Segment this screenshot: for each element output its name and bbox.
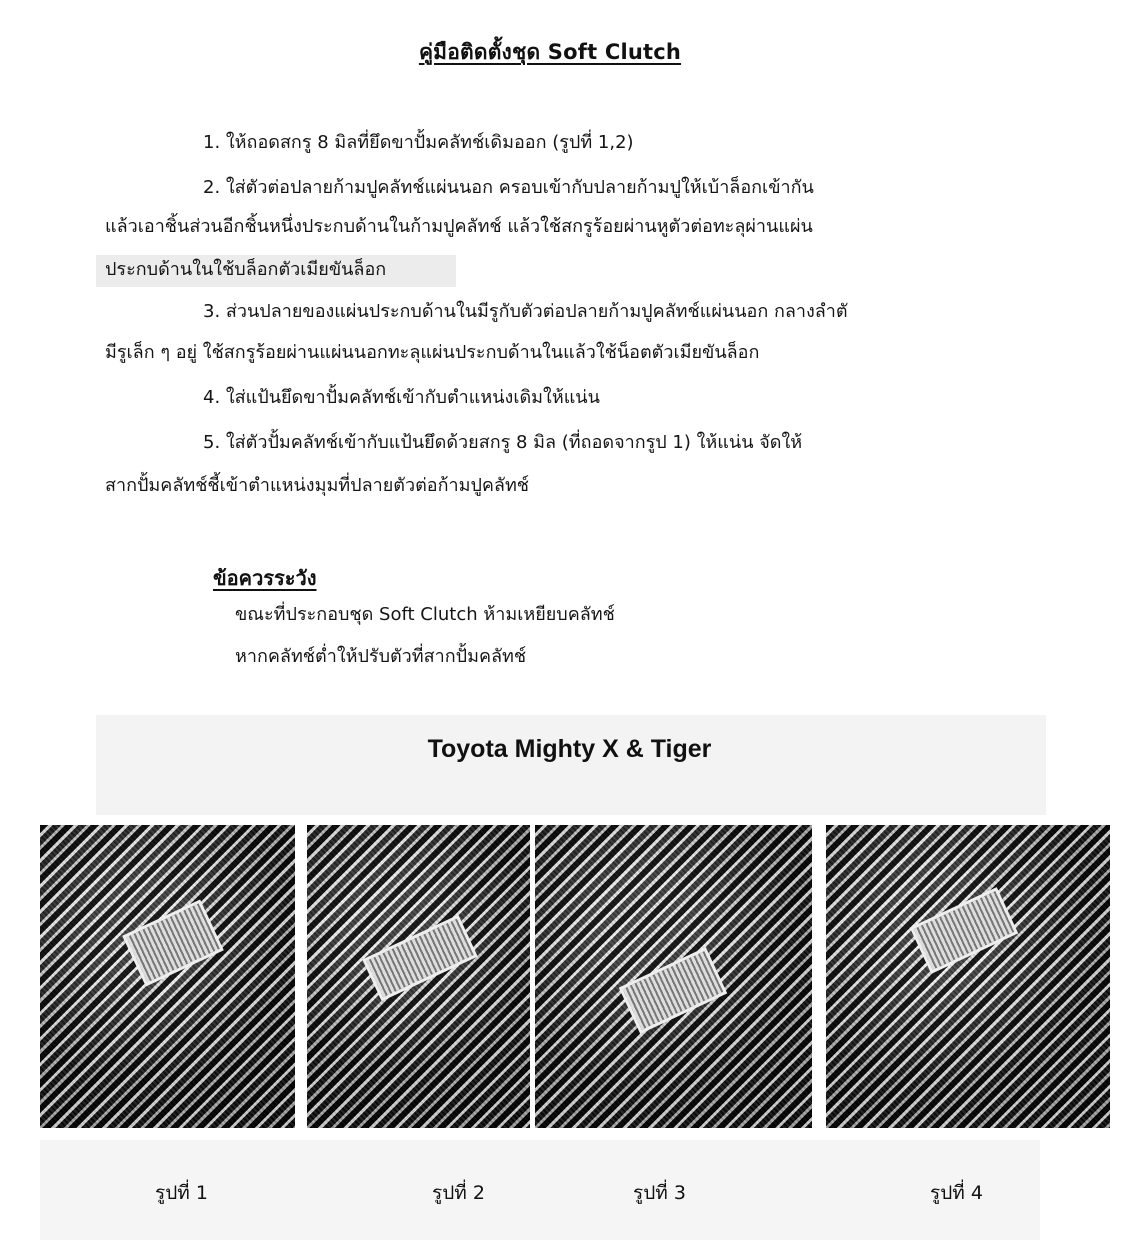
photo-4 [826,825,1110,1128]
clutch-part [122,899,224,986]
photo-3 [535,825,812,1128]
photo-2 [307,825,530,1128]
caution-heading: ข้อควรระวัง [213,566,317,590]
step-5-line-1: 5. ใส่ตัวปั้มคลัทช์เข้ากับแป้นยึดด้วยสกรู 8 มิล (ที่ถอดจากรูป 1) ให้แน่น จัดให้ [203,432,803,453]
document-title: คู่มือติดตั้งชุด Soft Clutch [418,40,682,64]
model-title: Toyota Mighty X & Tiger [427,735,712,763]
photo-caption-2: รูปที่ 2 [432,1182,485,1204]
clutch-part [362,915,478,1001]
photo-caption-4: รูปที่ 4 [930,1182,983,1204]
step-1: 1. ให้ถอดสกรู 8 มิลที่ยึดขาปั้มคลัทช์เดิมออก (รูปที่ 1,2) [203,132,634,153]
clutch-part [910,887,1019,974]
step-3-line-2: มีรูเล็ก ๆ อยู่ ใช้สกรูร้อยผ่านแผ่นนอกทะลุแผ่นประกบด้านในแล้วใช้น็อตตัวเมียขันล็อก [105,342,760,363]
caution-line-1: ขณะที่ประกอบชุด Soft Clutch ห้ามเหยียบคลัทช์ [235,604,615,625]
photo-caption-3: รูปที่ 3 [633,1182,686,1204]
caution-line-2: หากคลัทช์ต่ำให้ปรับตัวที่สากปั้มคลัทช์ [235,646,527,667]
clutch-part [619,947,728,1034]
step-2-line-1: 2. ใส่ตัวต่อปลายก้ามปูคลัทช์แผ่นนอก ครอบเข้ากับปลายก้ามปูให้เบ้าล็อกเข้ากัน [203,177,814,198]
scan-shading [96,715,1046,815]
step-5-line-2: สากปั้มคลัทช์ชี้เข้าตำแหน่งมุมที่ปลายตัวต่อก้ามปูคลัทช์ [105,475,530,496]
step-4: 4. ใส่แป้นยึดขาปั้มคลัทช์เข้ากับตำแหน่งเดิมให้แน่น [203,387,600,408]
step-2-line-3: ประกบด้านในใช้บล็อกตัวเมียขันล็อก [105,259,387,280]
step-3-line-1: 3. ส่วนปลายของแผ่นประกบด้านในมีรูกับตัวต่อปลายก้ามปูคลัทช์แผ่นนอก กลางลำตั [203,301,848,322]
step-2-line-2: แล้วเอาชิ้นส่วนอีกชิ้นหนึ่งประกบด้านในก้ามปูคลัทช์ แล้วใช้สกรูร้อยผ่านหูตัวต่อทะลุผ่านแผ่น [105,216,813,237]
photo-caption-1: รูปที่ 1 [155,1182,208,1204]
photo-1 [40,825,295,1128]
